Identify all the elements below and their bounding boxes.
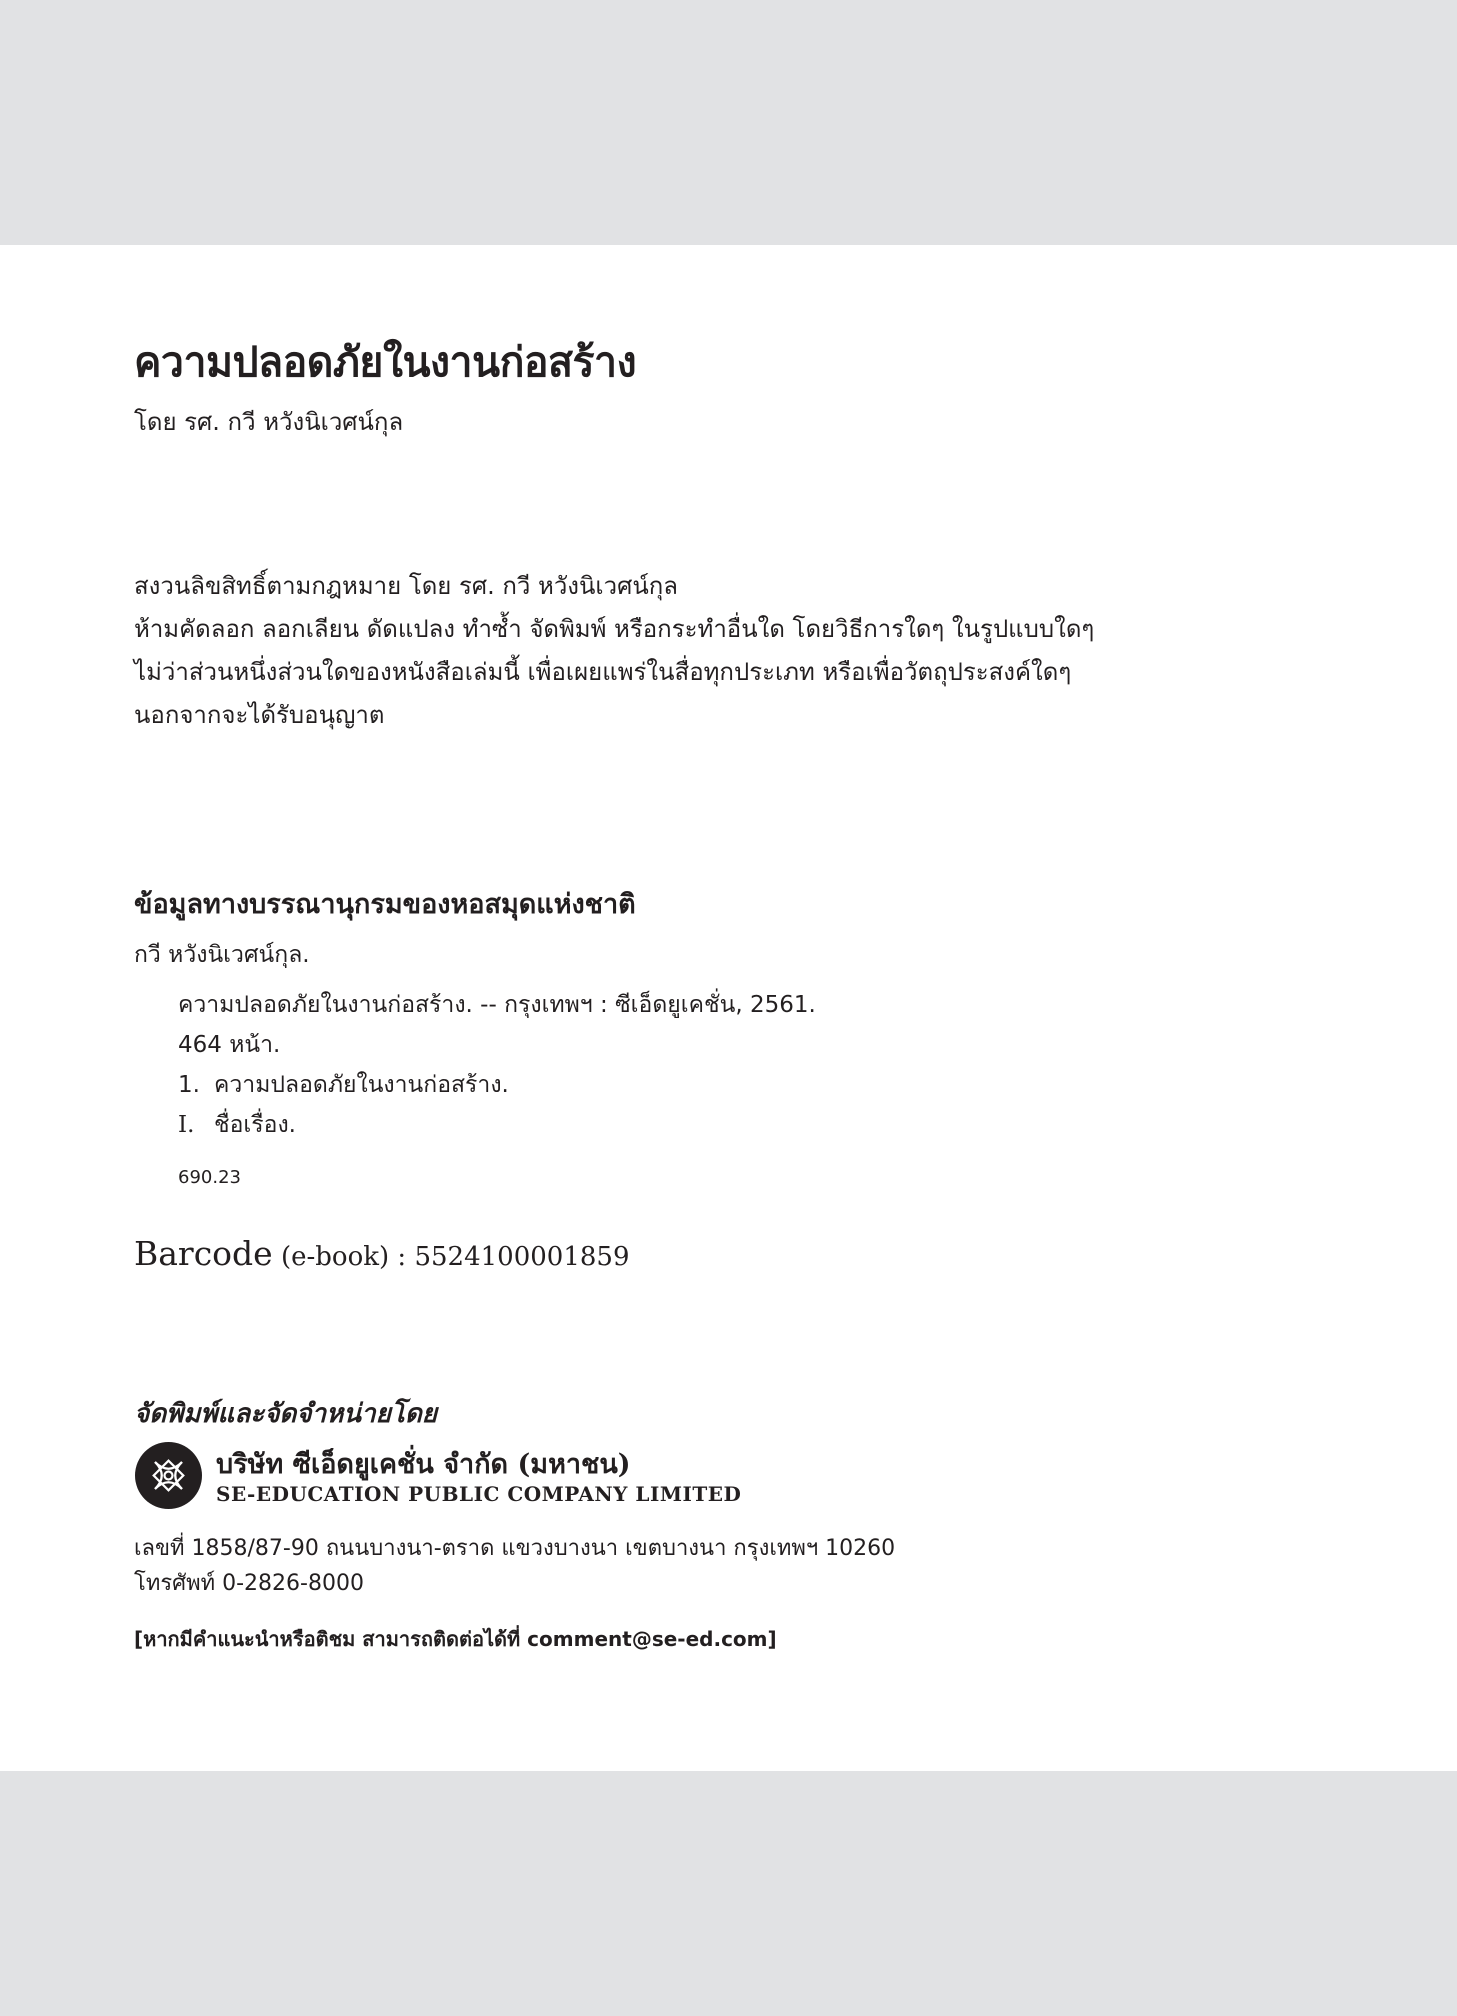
phone-line: โทรศัพท์ 0-2826-8000: [134, 1571, 364, 1596]
barcode-line: [134, 1234, 629, 1273]
copyright-line-4: นอกจากจะได้รับอนุญาต: [134, 701, 385, 729]
cip-heading: ข้อมูลทางบรรณานุกรมของหอสมุดแห่งชาติ: [134, 889, 636, 920]
copyright-line-3: ไม่ว่าส่วนหนึ่งส่วนใดของหนังสือเล่มนี้ เพื่อเผยแพร่ในสื่อทุกประเภท หรือเพื่อวัตถุประสงค์ใดๆ: [134, 658, 1072, 686]
author-line: โดย รศ. กวี หวังนิเวศน์กุล: [134, 408, 404, 436]
contact-note: [หากมีคำแนะนำหรือติชม สามารถติดต่อได้ที่ comment@se-ed.com]: [134, 1627, 777, 1651]
publisher-name-english: SE-EDUCATION PUBLIC COMPANY LIMITED: [216, 1482, 742, 1506]
publisher-address: [134, 1531, 895, 1601]
book-title: ความปลอดภัยในงานก่อสร้าง: [134, 338, 637, 386]
copyright-line-1: สงวนลิขสิทธิ์ตามกฎหมาย โดย รศ. กวี หวังนิเวศน์กุล: [134, 572, 678, 600]
barcode-suffix: (e-book) :: [280, 1242, 407, 1272]
address-line: เลขที่ 1858/87-90 ถนนบางนา-ตราด แขวงบางนา เขตบางนา กรุงเทพฯ 10260: [134, 1536, 896, 1561]
publisher-name-thai: บริษัท ซีเอ็ดยูเคชั่น จำกัด (มหาชน): [216, 1449, 631, 1480]
publisher-heading: จัดพิมพ์และจัดจำหน่ายโดย: [134, 1399, 437, 1429]
cip-title: ชื่อเรื่อง.: [214, 1112, 296, 1138]
copyright-page: [0, 245, 1457, 1771]
cip-title-number: I.: [178, 1112, 195, 1138]
cip-author: กวี หวังนิเวศน์กุล.: [134, 942, 310, 968]
cip-subject-number: 1.: [178, 1072, 200, 1098]
cip-entry: [178, 985, 816, 1145]
cip-class-number: 690.23: [178, 1167, 241, 1188]
se-ed-logo-icon: [135, 1442, 202, 1509]
cip-title-entry: [178, 1105, 816, 1145]
cip-title-line: ความปลอดภัยในงานก่อสร้าง. -- กรุงเทพฯ : ซีเอ็ดยูเคชั่น, 2561.: [178, 992, 816, 1018]
cip-subject: ความปลอดภัยในงานก่อสร้าง.: [214, 1072, 509, 1098]
copyright-line-2: ห้ามคัดลอก ลอกเลียน ดัดแปลง ทำซ้ำ จัดพิมพ์ หรือกระทำอื่นใด โดยวิธีการใดๆ ในรูปแบบใดๆ: [134, 615, 1095, 643]
copyright-notice: [134, 565, 1094, 737]
cip-subject-entry: [178, 1065, 816, 1105]
barcode-label: Barcode: [134, 1234, 273, 1273]
barcode-number: 5524100001859: [414, 1242, 630, 1272]
cip-pages: 464 หน้า.: [178, 1032, 281, 1058]
